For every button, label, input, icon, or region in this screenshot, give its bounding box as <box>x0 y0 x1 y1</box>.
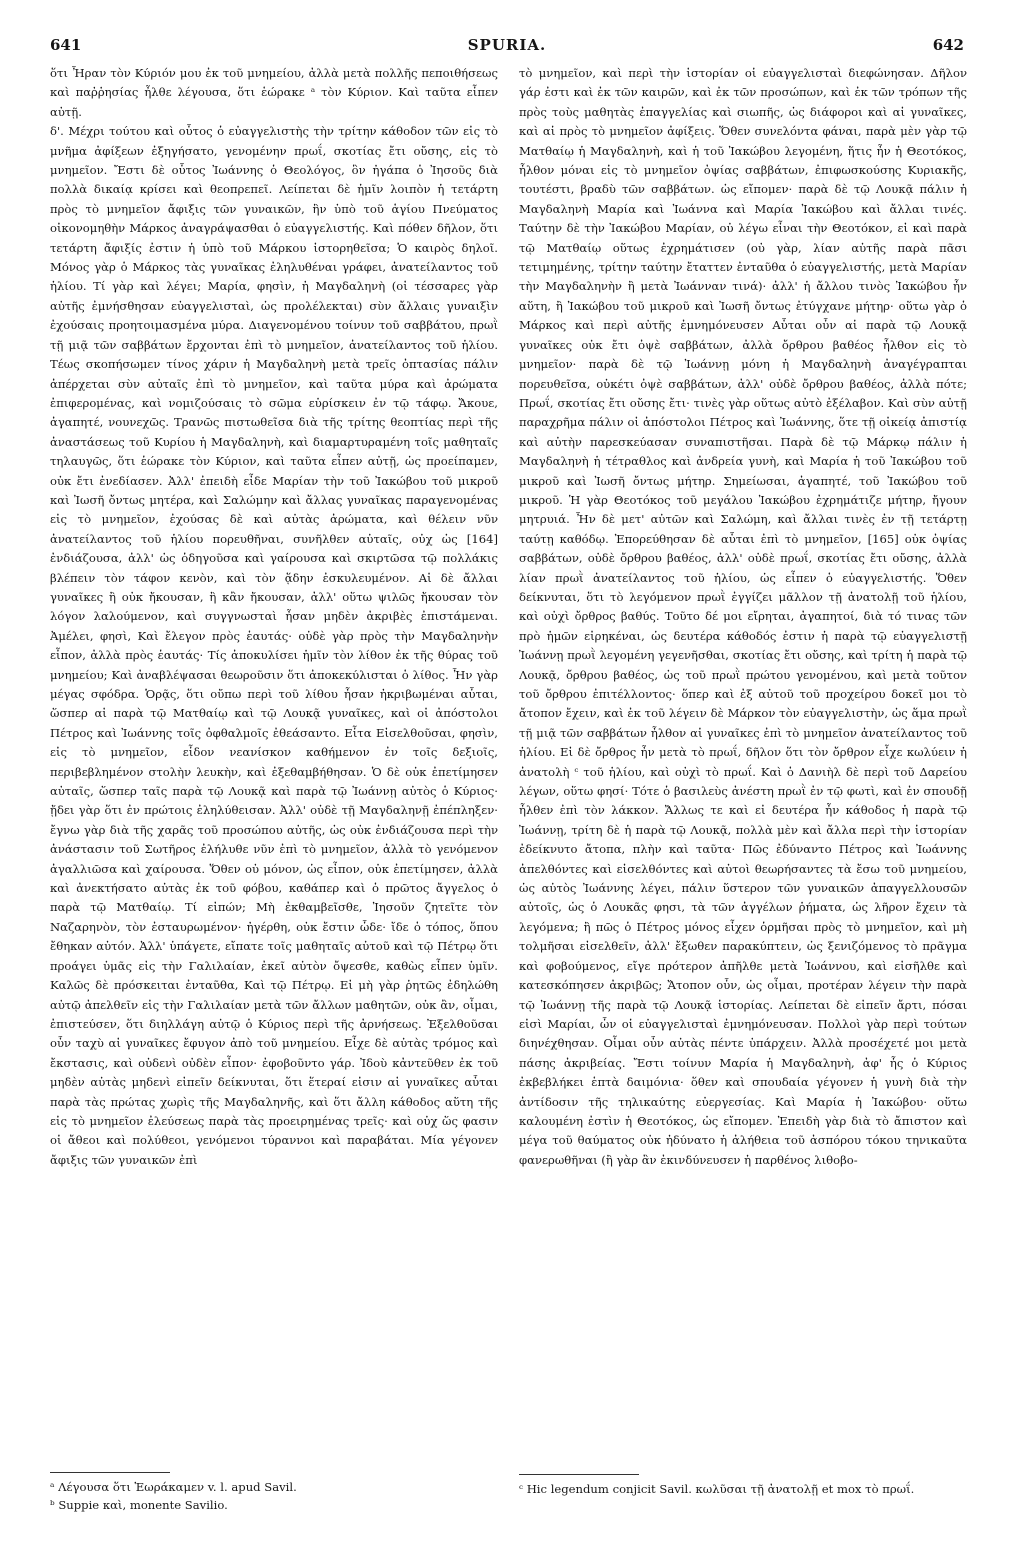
running-header <box>50 36 964 56</box>
footnote-b: ᵇ Suppie καὶ, monente Savilio. <box>50 1498 228 1512</box>
page-number-right: 642 <box>932 36 964 54</box>
footnotes-right <box>519 1480 967 1498</box>
page-number-left: 641 <box>50 36 82 54</box>
footnote-rule-right <box>519 1474 639 1475</box>
text-column-right: τὸ μνημεῖον, καὶ περὶ τὴν ἱστορίαν οἱ εὐαγγελισταὶ διεφώνησαν. Δῆλον γάρ ἐστι καὶ ἐκ τῶν καιρῶν, καὶ ἐκ τῶν προσώπων, καὶ ἐκ τῶν τρόπων τῆς πρὸς τοὺς μαθητὰς ἐπαγγελίας καὶ σιωπῆς, ὡς διάφοροι καὶ αἱ γυναῖκες, καὶ αἱ πρὸς τὸ μνημεῖον ἀφίξεις. Ὅθεν συνελόντα φάναι, παρὰ μὲν γὰρ τῷ Ματθαίῳ ἡ Μαγδαληνὴ, καὶ ἡ τοῦ Ἰακώβου λεγομένη, ἥτις ἦν ἡ Θεοτόκος, ἦλθον μόναι εἰς τὸ μνημεῖον ὀψίας σαββάτων, ἐπιφωσκούσης Κυριακῆς, τουτέστι, βραδὺ τῶν σαββάτων. ὡς εἴπομεν· παρὰ δὲ τῷ Λουκᾷ πάλιν ἡ Μαγδαληνὴ Μαρία καὶ Ἰωάννα καὶ Μαρία Ἰακώβου καὶ ἄλλαι τινές. Ταύτην δὲ τὴν Ἰακώβου Μαρίαν, οὐ λέγω εἶναι τὴν Θεοτόκον, εἰ καὶ παρὰ τῷ Ματθαίῳ οὕτως ἐχρημάτισεν (οὐ γὰρ, λίαν αὐτῆς παρὰ πᾶσι τετιμημένης, τρίτην ταύτην ἔταττεν ἐνταῦθα ὁ εὐαγγελιστής, μετὰ Μαρίαν τὴν Μαγδαληνὴν ἢ μετὰ Ἰωάνναν τινά)· ἀλλ' ἡ ἄλλου τινὸς Ἰακώβου ἦν αὕτη, ἢ Ἰακώβου τοῦ μικροῦ καὶ Ἰωσῆ ὄντως ἐτύγχανε μήτηρ· οὕτω γὰρ ὁ Μάρκος καὶ περὶ αὐτῆς ἐμνημόνευσεν Αὗται οὖν αἱ παρὰ τῷ Λουκᾷ γυναῖκες οὐκ ἔτι ὀψὲ σαββάτων, ἀλλὰ ὄρθρου βαθέος ἦλθον εἰς τὸ μνημεῖον· παρὰ δὲ τῷ Ἰωάννῃ μόνη ἡ Μαγδαληνὴ ἀναγέγραπται πορευθεῖσα, οὐκέτι ὀψὲ σαββάτων, ἀλλ' οὐδὲ ὄρθρου βαθέος, ἀλλὰ πότε; Πρωΐ, σκοτίας ἔτι οὔσης ἔτι· τινὲς γὰρ οὕτως αὐτὸ ἐξέλαβον. Καὶ σὺν αὐτῇ παραχρῆμα πάλιν οἱ ἀπόστολοι Πέτρος καὶ Ἰωάννης, ὅτε τῇ οἰκείᾳ ἀπιστίᾳ καὶ αὐτὴν παρεσκεύασαν συναπιστῆσαι. Παρὰ δὲ τῷ Μάρκῳ πάλιν ἡ Μαγδαληνὴ ἡ τέτραθλος καὶ ἀνδρεία γυνὴ, καὶ Μαρία ἡ τοῦ Ἰακώβου τοῦ μικροῦ καὶ Ἰωσῆ ὄντως μήτηρ. Σημείωσαι, ἀγαπητέ, τοῦ Ἰακώβου τοῦ μικροῦ. Ἡ γὰρ Θεοτόκος τοῦ μεγάλου Ἰακώβου ἐχρημάτιζε μήτηρ, ἤγουν μητρυιά. Ἦν δὲ μετ' αὐτῶν καὶ Σαλώμη, καὶ ἄλλαι τινὲς ἐν τῇ τετάρτῃ ταύτῃ καθόδῳ. Ἐπορεύθησαν δὲ αὗται ἐπὶ τὸ μνημεῖον, [165] οὐκ ὀψίας σαββάτων, οὐδὲ ὄρθρου βαθέος, ἀλλ' οὐδὲ πρωΐ, σκοτίας ἔτι οὔσης, ἀλλὰ λίαν πρωῒ ἀνατείλαντος τοῦ ἡλίου, ὡς εἶπεν ὁ εὐαγγελιστής. Ὅθεν δείκνυται, ὅτι τὸ λεγόμενον πρωῒ ἐγγίζει μᾶλλον τῇ ἀνατολῇ τοῦ ἡλίου, καὶ οὐχὶ ὄρθρος βαθύς. Τοῦτο δέ μοι εἴρηται, ἀγαπητοί, διὰ τό τινας τῶν πρὸ ἡμῶν εἰρηκέναι, ὡς δευτέρα κάθοδός ἐστιν ἡ παρὰ τῷ εὐαγγελιστῇ Ἰωάννῃ πρωῒ λεγομένη γεγενῆσθαι, σκοτίας ἔτι οὔσης, καὶ τρίτη ἡ παρὰ τῷ Λουκᾷ, ὄρθρου βαθέος, ὡς τοῦ πρωῒ πρώτου γενομένου, καὶ μετὰ τοῦτον τοῦ ὄρθρου ἐπιτέλλοντος· ὅπερ καὶ ἐξ αὐτοῦ τοῦ προχείρου δοκεῖ μοι τὸ ἄτοπον ἔχειν, καὶ ἐκ τοῦ λέγειν δὲ Μάρκον τὸν εὐαγγελιστὴν, ὡς ἅμα πρωῒ τῇ μιᾷ τῶν σαββάτων ἦλθον αἱ γυναῖκες ἐπὶ τὸ μνημεῖον ἀνατείλαντος τοῦ ἡλίου. Εἰ δὲ ὄρθρος ἦν μετὰ τὸ πρωΐ, δῆλον ὅτι τὸν ὄρθρον εἶχε κωλύειν ἡ ἀνατολὴ ᶜ τοῦ ἡλίου, καὶ οὐχὶ τὸ πρωΐ. Καὶ ὁ Δανιὴλ δὲ περὶ τοῦ Δαρείου λέγων, οὕτω φησί· Τότε ὁ βασιλεὺς ἀνέστη πρωῒ ἐν τῷ φωτὶ, καὶ ἐν σπουδῇ ἦλθεν ἐπὶ τὸν λάκκον. Ἄλλως τε καὶ εἰ δευτέρα ἦν κάθοδος ἡ παρὰ τῷ Ἰωάννῃ, τρίτη δὲ ἡ παρὰ τῷ Λουκᾷ, πολλὰ μὲν καὶ ἄλλα περὶ τὴν ἱστορίαν ἐδείκνυτο ἄτοπα, πλὴν καὶ ταῦτα· Πῶς ἐδύναντο Πέτρος καὶ Ἰωάννης ἀπελθόντες καὶ εἰσελθόντες καὶ αὐτοὶ θεωρήσαντες τὰ ἔσω τοῦ μνημείου, ὡς αὐτὸς Ἰωάννης λέγει, πάλιν ὕστερον τῶν γυναικῶν ἀπαγγελλουσῶν αὐτοῖς, ὡς ὁ Λουκᾶς φησι, τὰ τῶν ἀγγέλων ῥήματα, ὡς λῆρον ἔχειν τὰ λεγόμενα; ἢ πῶς ὁ Πέτρος μόνος εἶχεν ὁρμῆσαι πρὸς τὸ μνημεῖον, καὶ μὴ τολμῆσαι εἰσελθεῖν, ἀλλ' ἔξωθεν παρακύπτειν, ὡς ξενιζόμενος τὸ πρᾶγμα καὶ φοβούμενος, εἴγε πρότερον ἀπῆλθε μετὰ Ἰωάννου, καὶ εἰσῆλθε καὶ κατεσκόπησεν ἀκριβῶς; Ἄτοπον οὖν, ὡς οἶμαι, προτέραν λέγειν τὴν παρὰ τῷ Ἰωάννῃ τῆς παρὰ τῷ Λουκᾷ ἱστορίας. Λείπεται δὲ εἰπεῖν ἄρτι, πόσαι εἰσὶ Μαρίαι, ὧν οἱ εὐαγγελισταὶ ἐμνημόνευσαν. Πολλοὶ γὰρ περὶ τούτων διηνέχθησαν. Οἶμαι οὖν αὐτὰς πέντε ὑπάρχειν. Ἀλλὰ προσέχετέ μοι μετὰ πάσης ἀκριβείας. Ἔστι τοίνυν Μαρία ἡ Μαγδαληνὴ, ἀφ' ἧς ὁ Κύριος ἐκβεβλήκει ἑπτὰ δαιμόνια· ὅθεν καὶ σπουδαία γέγονεν ἡ γυνὴ διὰ τὴν ἀντίδοσιν τῆς τηλικαύτης εὐεργεσίας. Καὶ Μαρία ἡ Ἰακώβου· οὕτω καλουμένη ἐστὶν ἡ Θεοτόκος, ὡς εἴπομεν. Ἐπειδὴ γὰρ διὰ τὸ ἄπιστον καὶ μέγα τοῦ θαύματος οὐκ ἠδύνατο ἡ ἀλήθεια τοῦ ἀσπόρου τόκου τηνικαῦτα φανερωθῆναι (ἢ γὰρ ἂν ἐκινδύνευσεν ἡ παρθένος λιθοβο- <box>519 66 967 1167</box>
footnote-a: ᵃ Λέγουσα ὅτι Ἑωράκαμεν v. l. apud Savil. <box>50 1480 297 1494</box>
running-title: SPURIA. <box>467 36 547 54</box>
text-column-left: ὅτι Ἦραν τὸν Κύριόν μου ἐκ τοῦ μνημείου, ἀλλὰ μετὰ πολλῆς πεποιθήσεως καὶ παῤῥησίας ἦλθε λέγουσα, ὅτι ἑώρακε ᵃ τὸν Κύριον. Καὶ ταῦτα εἶπεν αὐτῇ. δ'. Μέχρι τούτου καὶ οὗτος ὁ εὐαγγελιστὴς τὴν τρίτην κάθοδον τῶν εἰς τὸ μνῆμα ἀφίξεων ἐξηγήσατο, γενομένην πρωΐ, σκοτίας ἔτι οὔσης, εἰς τὸ μνημεῖον. Ἔστι δὲ οὗτος Ἰωάννης ὁ Θεολόγος, ὃν ἠγάπα ὁ Ἰησοῦς διὰ πολλὰ δικαίᾳ κρίσει καὶ θεοπρεπεῖ. Λείπεται δὲ ἡμῖν λοιπὸν ἡ τετάρτη πρὸς τὸ μνημεῖον ἄφιξις τῶν γυναικῶν, ἣν ὑπὸ τοῦ ἁγίου Πνεύματος οἰκονομηθὴν Μάρκος ἀναγράψασθαι ὁ εὐαγγελιστής. Καὶ πόθεν δῆλον, ὅτι τετάρτη ἄφιξίς ἐστιν ἡ ὑπὸ τοῦ Μάρκου ἱστορηθεῖσα; Ὁ καιρὸς δηλοῖ. Μόνος γὰρ ὁ Μάρκος τὰς γυναῖκας ἐληλυθέναι γράφει, ἀνατείλαντος τοῦ ἡλίου. Τί γὰρ καὶ λέγει; Μαρία, φησὶν, ἡ Μαγδαληνὴ (οἱ τέσσαρες γὰρ αὐτῆς ἐμνήσθησαν εὐαγγελισταὶ, ὡς προλέλεκται) σὺν ἄλλαις γυναιξὶν ἐχούσαις προητοιμασμένα μύρα. Διαγενομένου τοίνυν τοῦ σαββάτου, πρωῒ τῇ μιᾷ τῶν σαββάτων ἔρχονται ἐπὶ τὸ μνημεῖον, ἀνατείλαντος τοῦ ἡλίου. Τέως σκοπήσωμεν τίνος χάριν ἡ Μαγδαληνὴ μετὰ τρεῖς ὀπτασίας πάλιν ἀπέρχεται σὺν αὐταῖς ἐπὶ τὸ μνημεῖον, καὶ ταῦτα μύρα καὶ ἀρώματα ἐπιφερομένας, καὶ νομιζούσαις τὸ σῶμα εὑρίσκειν ἐν τῷ τάφῳ. Ἄκουε, ἀγαπητέ, νουνεχῶς. Τρανῶς πιστωθεῖσα διὰ τῆς τρίτης θεοπτίας περὶ τῆς ἀναστάσεως τοῦ Κυρίου ἡ Μαγδαληνὴ, καὶ διαμαρτυραμένη τοῖς μαθηταῖς τηλαυγῶς, ὅτι ἑώρακε τὸν Κύριον, καὶ ταῦτα εἶπεν αὐτῇ, ὡς προείπαμεν, οὐκ ἔτι ἐνεδίασεν. Ἀλλ' ἐπειδὴ εἶδε Μαρίαν τὴν τοῦ Ἰακώβου τοῦ μικροῦ καὶ Ἰωσῆ ὄντως μητέρα, καὶ Σαλώμην καὶ ἄλλας γυναῖκας παραγενομένας εἰς τὸ μνημεῖον, ἐχούσας δὲ καὶ αὐτὰς ἀρώματα, καὶ θέλειν νῦν ἀνατείλαντος τοῦ ἡλίου πορευθῆναι, συνῆλθεν αὐταῖς, οὐχ ὡς [164] ἐνδιάζουσα, ἀλλ' ὡς ὁδηγοῦσα καὶ γαίρουσα καὶ σκιρτῶσα τῷ πολλάκις βλέπειν τὸν τάφον κενὸν, καὶ τὸν ᾅδην ἐσκυλευμένον. Αἱ δὲ ἄλλαι γυναῖκες ἢ οὐκ ἤκουσαν, ἢ κἂν ἤκουσαν, ἀλλ' οὕτω ψιλῶς ἤκουσαν τὸν λόγον λαλούμενον, καὶ συγγνωσταὶ ἦσαν μηδὲν ἀκριβὲς ἐπιστάμεναι. Ἀμέλει, φησὶ, Καὶ ἔλεγον πρὸς ἑαυτάς· οὐδὲ γὰρ πρὸς τὴν Μαγδαληνὴν εἶπον, ἀλλὰ πρὸς ἑαυτάς· Τίς ἀποκυλίσει ἡμῖν τὸν λίθον ἐκ τῆς θύρας τοῦ μνημείου; Καὶ ἀναβλέψασαι θεωροῦσιν ὅτι ἀποκεκύλισται ὁ λίθος. Ἦν γὰρ μέγας σφόδρα. Ὁρᾷς, ὅτι οὔπω περὶ τοῦ λίθου ἦσαν ἠκριβωμέναι αὗται, ὥσπερ αἱ παρὰ τῷ Ματθαίῳ καὶ τῷ Λουκᾷ γυναῖκες, καὶ οἱ ἀπόστολοι Πέτρος καὶ Ἰωάννης τοῖς ὀφθαλμοῖς ἐθεάσαντο. Εἶτα Εἰσελθοῦσαι, φησὶν, εἰς τὸ μνημεῖον, εἶδον νεανίσκον καθήμενον ἐν τοῖς δεξιοῖς, περιβεβλημένον στολὴν λευκὴν, καὶ ἐξεθαμβήθησαν. Ὁ δὲ οὐκ ἐπετίμησεν αὐταῖς, ὥσπερ ταῖς παρὰ τῷ Λουκᾷ καὶ παρὰ τῷ Ἰωάννῃ αὐτὸς ὁ Κύριος· ᾔδει γὰρ ὅτι ἐν πρώτοις ἐληλύθεισαν. Ἀλλ' οὐδὲ τῇ Μαγδαληνῇ ἐπέπληξεν· ἔγνω γὰρ διὰ τῆς χαρᾶς τοῦ προσώπου αὐτῆς, ὡς οὐκ ἐνδιάζουσα περὶ τὴν ἀνάστασιν τοῦ Σωτῆρος ἐλήλυθε νῦν ἐπὶ τὸ μνημεῖον, ἀλλὰ τὸ γενόμενον ἀγαλλιῶσα καὶ χαίρουσα. Ὅθεν οὐ μόνον, ὡς εἶπον, οὐκ ἐπετίμησεν, ἀλλὰ καὶ ἀνεκτήσατο αὐτὰς ἐκ τοῦ φόβου, καθάπερ καὶ ὁ πρῶτος ἄγγελος ὁ παρὰ τῷ Ματθαίῳ. Τί εἰπών; Μὴ ἐκθαμβεῖσθε, Ἰησοῦν ζητεῖτε τὸν Ναζαρηνὸν, τὸν ἐσταυρωμένον· ἠγέρθη, οὐκ ἔστιν ὧδε· ἴδε ὁ τόπος, ὅπου ἔθηκαν αὐτόν. Ἀλλ' ὑπάγετε, εἴπατε τοῖς μαθηταῖς αὐτοῦ καὶ τῷ Πέτρῳ ὅτι προάγει ὑμᾶς εἰς τὴν Γαλιλαίαν, ἐκεῖ αὐτὸν ὄψεσθε, καθὼς εἶπεν ὑμῖν. Καλῶς δὲ πρόσκειται ἐνταῦθα, Καὶ τῷ Πέτρῳ. Εἰ μὴ γὰρ ῥητῶς ἐδηλώθη αὐτῷ ἀπελθεῖν εἰς τὴν Γαλιλαίαν μετὰ τῶν ἄλλων μαθητῶν, οὐκ ἂν, οἶμαι, ἐπιστεύσεν, ὅτι διηλλάγη αὐτῷ ὁ Κύριος περὶ τῆς ἀρνήσεως. Ἐξελθοῦσαι οὖν ταχὺ αἱ γυναῖκες ἔφυγον ἀπὸ τοῦ μνημείου. Εἶχε δὲ αὐτὰς τρόμος καὶ ἔκστασις, καὶ οὐδενὶ οὐδὲν εἶπον· ἐφοβοῦντο γάρ. Ἰδοὺ κἀντεῦθεν ἐκ τοῦ μηδὲν αὐτὰς μηδενὶ εἰπεῖν δείκνυται, ὅτι ἕτεραί εἰσιν αἱ γυναῖκες αὗται παρὰ τὰς πρώτας χωρὶς τῆς Μαγδαληνῆς, καὶ ὅτι ἄλλη κάθοδος αὕτη τῆς εἰς τὸ μνημεῖον ἐλεύσεως παρὰ τὰς προειρημένας τρεῖς· καὶ οὐχ ὥς φασιν οἱ ἄθεοι καὶ πολύθεοι, γενόμενοι τύραννοι καὶ παραβάται. Μία γέγονεν ἄφιξις τῶν γυναικῶν ἐπὶ <box>50 66 498 1167</box>
footnote-c: ᶜ Hic legendum conjicit Savil. κωλῦσαι τῇ ἀνατολῇ et mox τὸ πρωΐ. <box>519 1482 915 1496</box>
footnote-rule-left <box>50 1472 170 1473</box>
footnotes-left <box>50 1478 498 1514</box>
